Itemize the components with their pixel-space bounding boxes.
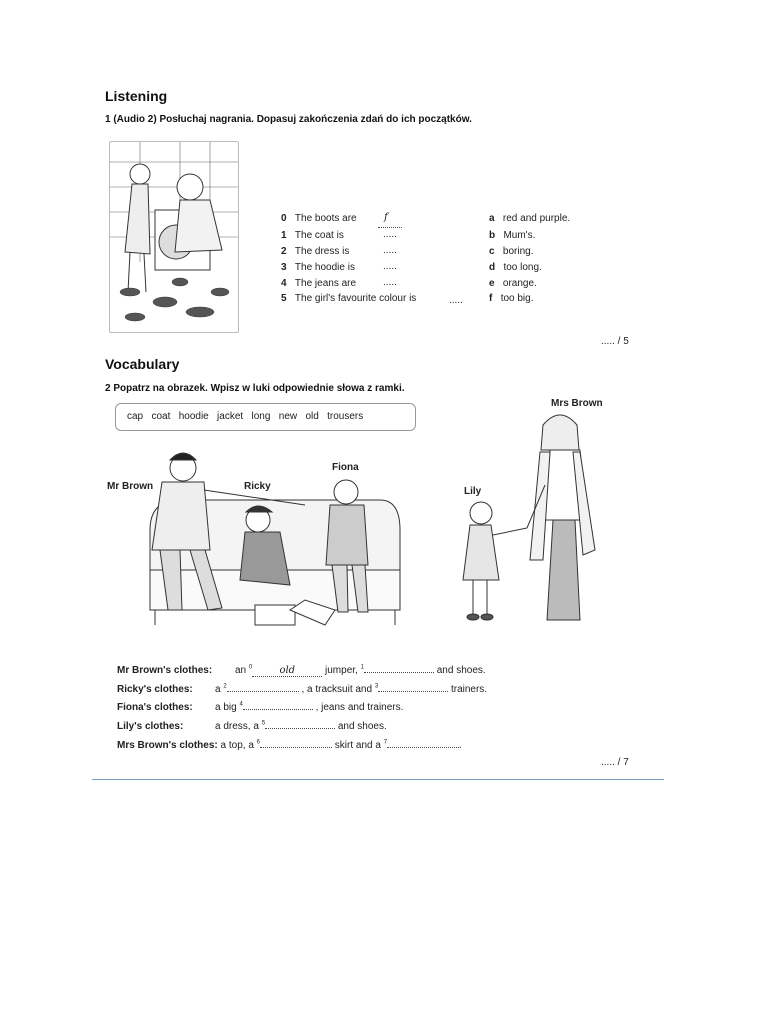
- vocabulary-heading: Vocabulary: [105, 356, 180, 372]
- sentence-text: a dress, a: [215, 721, 262, 732]
- word-box: [115, 403, 416, 431]
- sentence-text: an: [235, 665, 249, 676]
- gap-5[interactable]: [265, 719, 335, 729]
- sentence-mrs-brown: [117, 738, 462, 751]
- answer-0-underline: [378, 227, 402, 228]
- listening-illustration: [109, 141, 239, 333]
- match-answer-2[interactable]: .....: [383, 245, 397, 256]
- gap-number: 6: [256, 739, 260, 746]
- sentence-ricky: [117, 682, 487, 695]
- sentence-text: a big: [215, 702, 240, 713]
- sentence-label-mr-brown: Mr Brown's clothes:: [117, 665, 213, 676]
- sentence-text: , jeans and trainers.: [312, 702, 404, 713]
- gap-number: 7: [383, 739, 388, 746]
- gap-number: 4: [239, 701, 243, 708]
- vocabulary-score: ..... / 7: [601, 757, 629, 768]
- sentence-text: a: [215, 684, 224, 695]
- sentence-label-lily: Lily's clothes:: [117, 721, 184, 732]
- match-row-1: 1 The coat is: [281, 230, 344, 241]
- gap-6[interactable]: [260, 738, 332, 748]
- match-row-3: 3 The hoodie is: [281, 262, 355, 273]
- listening-instruction: 1 (Audio 2) Posłuchaj nagrania. Dopasuj zakończenia zdań do ich początków.: [105, 114, 472, 125]
- sentence-text: a top, a: [220, 740, 257, 751]
- label-fiona: Fiona: [332, 462, 359, 473]
- gap-number: 5: [261, 720, 266, 727]
- girls-wardrobe-illustration: [110, 142, 238, 332]
- match-row-0: 0 The boots are: [281, 213, 357, 224]
- gap-number: 3: [374, 683, 379, 690]
- mother-daughter-picture: [455, 410, 615, 625]
- gap-3[interactable]: [378, 682, 448, 692]
- option-c: c boring.: [489, 246, 534, 257]
- sentence-text: and shoes.: [433, 665, 486, 676]
- sentence-label-fiona: Fiona's clothes:: [117, 702, 193, 713]
- sentence-text: skirt and a: [332, 740, 384, 751]
- page-bottom-rule: [92, 779, 664, 780]
- gap-number: 2: [223, 683, 227, 690]
- option-d: d too long.: [489, 262, 542, 273]
- sentence-label-mrs-brown: Mrs Brown's clothes:: [117, 740, 218, 751]
- word-box-words: cap coat hoodie jacket long new old trousers: [127, 411, 364, 422]
- gap-2[interactable]: [227, 682, 299, 692]
- match-answer-3[interactable]: .....: [383, 261, 397, 272]
- gap-7[interactable]: [387, 738, 459, 748]
- match-row-4: 4 The jeans are: [281, 278, 357, 289]
- match-answer-4[interactable]: .....: [383, 277, 397, 288]
- family-sofa-illustration: [140, 450, 410, 645]
- option-b: b Mum's.: [489, 230, 536, 241]
- label-mrs-brown: Mrs Brown: [551, 398, 603, 409]
- sentence-mr-brown: [117, 663, 486, 677]
- sentence-text: jumper,: [322, 665, 361, 676]
- option-e: e orange.: [489, 278, 537, 289]
- sentence-lily: [117, 719, 387, 732]
- label-ricky: Ricky: [244, 481, 271, 492]
- sentence-text: and shoes.: [335, 721, 387, 732]
- option-a: a red and purple.: [489, 213, 571, 224]
- match-answer-1[interactable]: .....: [383, 229, 397, 240]
- sentence-text: .: [459, 740, 462, 751]
- option-f: f too big.: [489, 293, 534, 304]
- sentence-text: trainers.: [448, 684, 488, 695]
- matching-exercise: [281, 213, 671, 308]
- listening-score: ..... / 5: [601, 336, 629, 347]
- gap-4[interactable]: [243, 700, 313, 710]
- match-answer-0: f: [384, 212, 388, 223]
- listening-heading: Listening: [105, 88, 168, 104]
- match-answer-5[interactable]: .....: [449, 295, 463, 306]
- lily-mrs-brown-illustration: [455, 410, 615, 625]
- gap-number: 1: [360, 664, 364, 671]
- vocabulary-instruction: 2 Popatrz na obrazek. Wpisz w luki odpowiednie słowa z ramki.: [105, 383, 405, 394]
- sentence-label-ricky: Ricky's clothes:: [117, 684, 193, 695]
- family-on-sofa-picture: [140, 450, 410, 645]
- gap-0: old: [252, 665, 322, 677]
- label-lily: Lily: [464, 486, 482, 497]
- sentence-text: , a tracksuit and: [298, 684, 375, 695]
- match-row-2: 2 The dress is: [281, 246, 350, 257]
- gap-number: 0: [248, 664, 253, 671]
- sentence-fiona: [117, 700, 403, 713]
- gap-1[interactable]: [364, 663, 434, 673]
- match-row-5: 5 The girl's favourite colour is: [281, 293, 417, 304]
- label-mr-brown: Mr Brown: [107, 481, 154, 492]
